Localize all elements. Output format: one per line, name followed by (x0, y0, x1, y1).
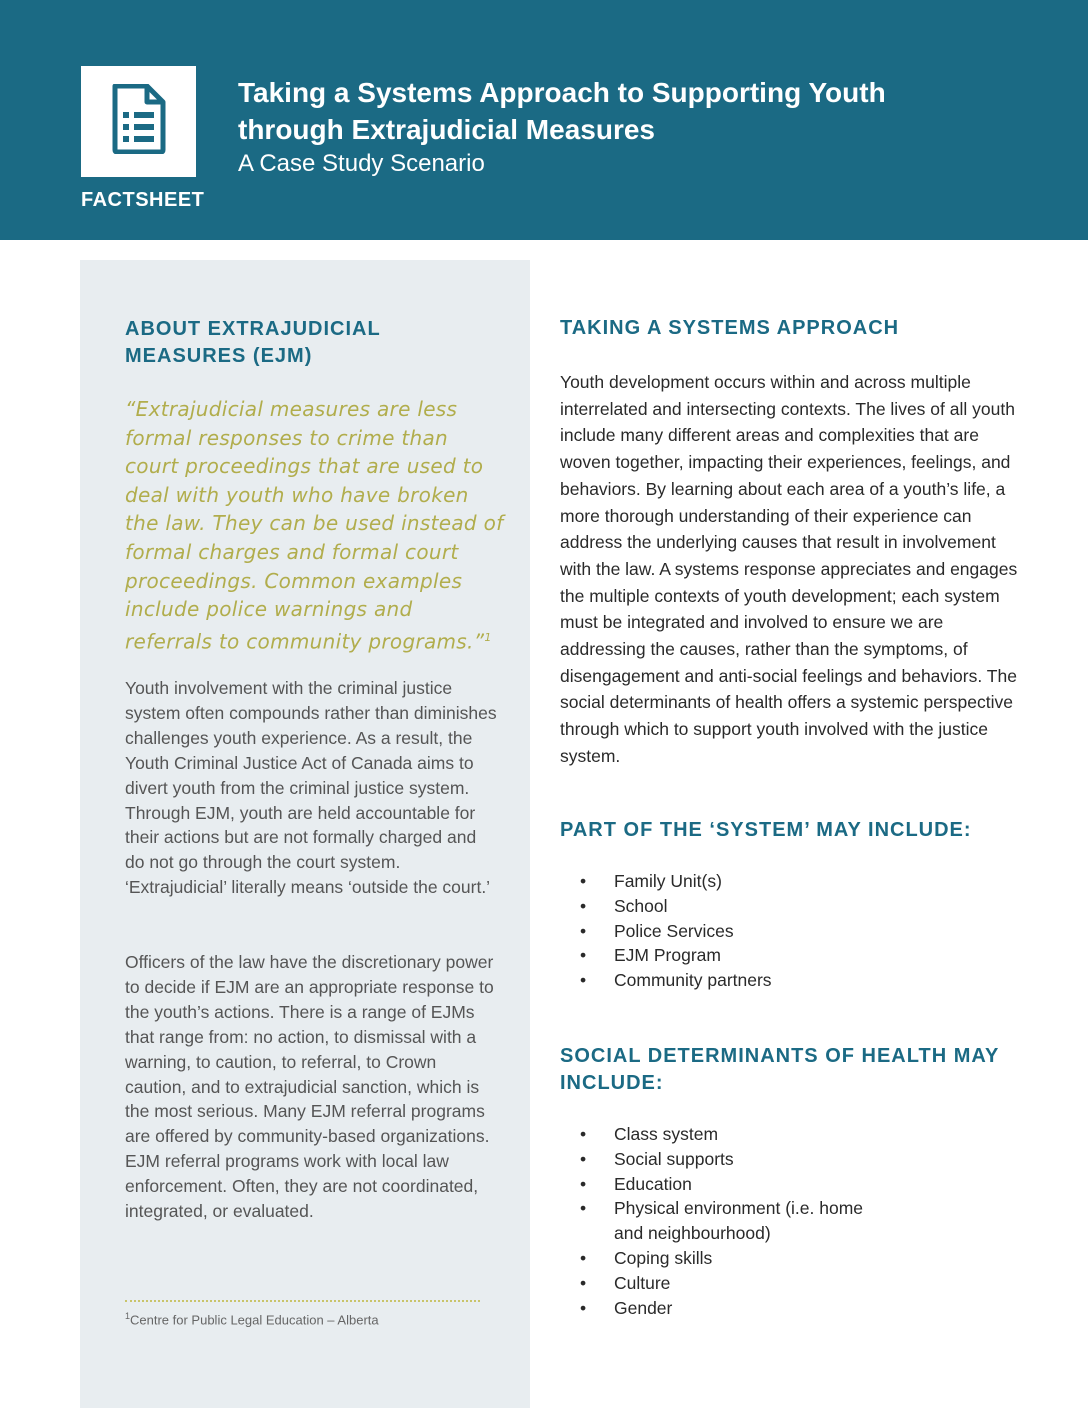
list-item: • Community partners (580, 970, 772, 991)
list-item: • EJM Program (580, 945, 721, 966)
footnote (125, 1311, 379, 1327)
list-item: • School (580, 895, 668, 916)
list-item: • Police Services (580, 920, 734, 941)
factsheet-label: FACTSHEET (81, 189, 205, 211)
list-item: • Family Unit(s) (580, 871, 722, 891)
footnote-number: 1 (125, 1311, 131, 1321)
sidebar-paragraph-1: Youth involvement with the criminal justice system often compounds rather than diminishes challenges youth experience. As a result, the Youth Criminal Justice Act of Canada aims to divert youth from the criminal justice system. Through EJM, youth are held accountable for their actions but are not formally charged and do not go through the court system. ‘Extrajudicial’ literally means ‘outside the court.’ (125, 678, 497, 898)
ejm-quote (125, 395, 505, 656)
list-item: • Social supports (580, 1148, 734, 1169)
determinants-heading: SOCIAL DETERMINANTS OF HEALTH MAY INCLUDE: (560, 1045, 999, 1094)
list-item: • Class system (580, 1124, 719, 1144)
page-title: Taking a Systems Approach to Supporting Youth through Extrajudicial Measures (238, 77, 886, 145)
list-item: • Gender (580, 1297, 673, 1318)
determinants-list (580, 1122, 884, 1320)
page-subtitle: A Case Study Scenario (238, 150, 485, 177)
header-banner (0, 0, 1088, 240)
factsheet-icon-box (81, 66, 196, 177)
quote-text: “Extrajudicial measures are less formal responses to crime than court proceedings that are used to deal with youth who have broken the law. They can be used instead of formal charges and formal court proceedings. Common examples include police warnings and referrals to community programs.” (125, 397, 504, 654)
list-item: • Culture (580, 1272, 671, 1293)
list-item: • Education (580, 1173, 692, 1194)
sidebar-paragraph-2: Officers of the law have the discretionary power to decide if EJM are an appropriate response to the youth’s actions. There is a range of EJMs that range from: no action, to dismissal with a warning, to caution, to referral, to Crown caution, and to extrajudicial sanction, which is the most serious. Many EJM referral programs are offered by community-based organizations. EJM referral programs work with local law enforcement. Often, they are not coordinated, integrated, or evaluated. (125, 952, 494, 1222)
systems-approach-heading: TAKING A SYSTEMS APPROACH (560, 317, 900, 339)
list-item: • Coping skills (580, 1247, 713, 1268)
systems-approach-paragraph: Youth development occurs within and across multiple interrelated and intersecting contexts. The lives of all youth include many different areas and complexities that are woven together, impacting their experiences, feelings, and behaviors. By learning about each area of a youth’s life, a more thorough understanding of their experience can address the underlying causes that result in involvement with the law. A systems response appreciates and engages the multiple contexts of youth development; each system must be integrated and involved to ensure we are addressing the causes, rather than the symptoms, of disengagement and anti-social feelings and behaviors. The social determinants of health offers a systemic perspective through which to support youth involved with the justice system. (560, 372, 1018, 766)
list-item: • Physical environment (i.e. home and neighbourhood) (580, 1198, 863, 1244)
system-list (580, 869, 772, 993)
document-list-icon (111, 84, 167, 154)
footnote-text: Centre for Public Legal Education – Alberta (130, 1312, 379, 1328)
quote-footnote-ref: 1 (484, 630, 492, 644)
footnote-divider (125, 1300, 480, 1302)
system-includes-heading: PART OF THE ‘SYSTEM’ MAY INCLUDE: (560, 819, 972, 841)
sidebar-heading: ABOUT EXTRAJUDICIAL MEASURES (EJM) (125, 318, 381, 367)
